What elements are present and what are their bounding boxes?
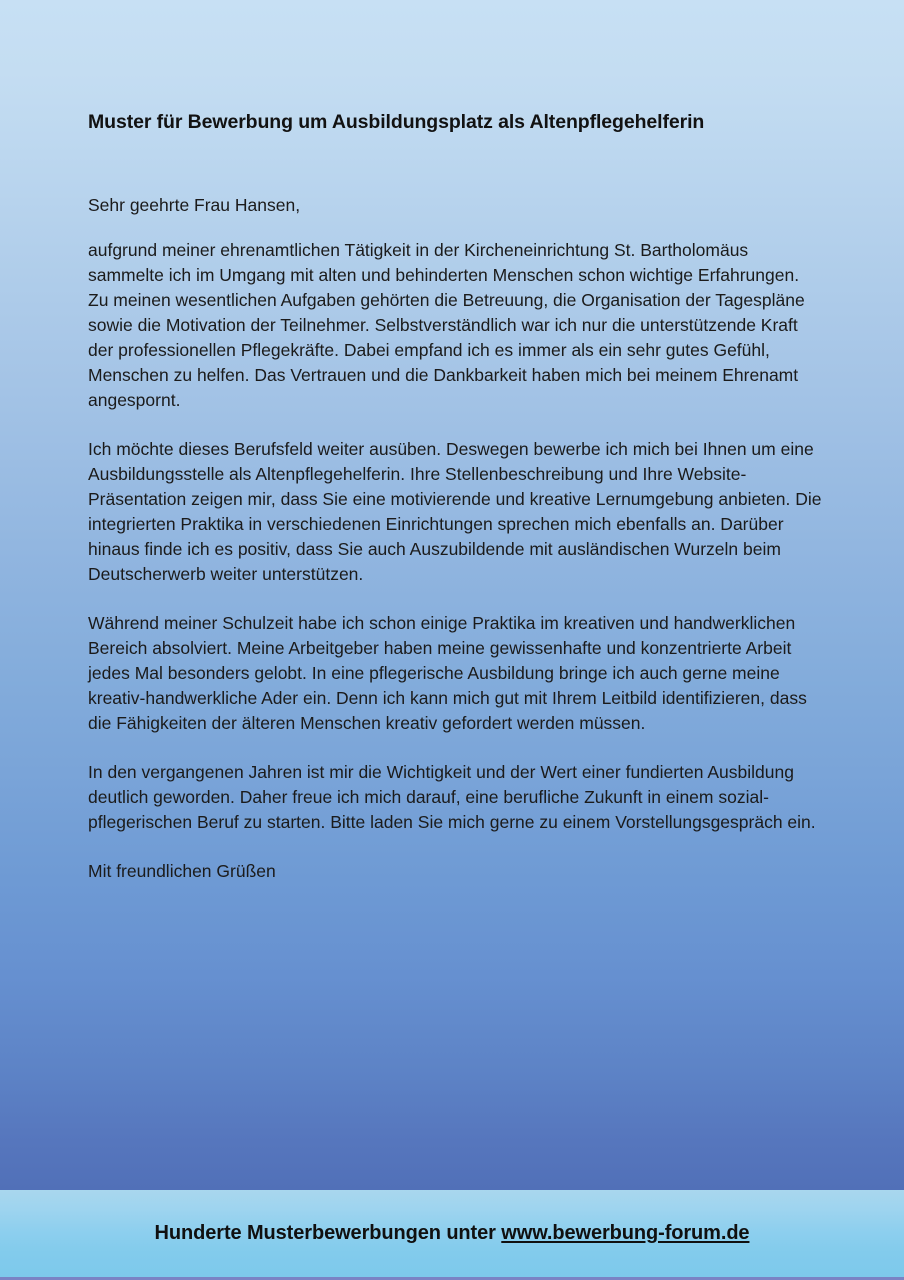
body-paragraph-3: Während meiner Schulzeit habe ich schon einige Praktika im kreativen und handwerklichen Bereich absolviert. Meine Arbeitgeber haben meine gewissenhafte und konzentrierte Arbeit jedes Mal besonders gelobt. In eine pflegerische Ausbildung bringe ich auch gerne meine kreativ-handwerkliche Ader ein. Denn ich kann mich gut mit Ihrem Leitbild identifizieren, dass die Fähigkeiten der älteren Menschen kreativ gefordert werden müssen. <box>88 613 807 733</box>
closing-salutation: Mit freundlichen Grüßen <box>88 861 276 881</box>
body-paragraph-1: aufgrund meiner ehrenamtlichen Tätigkeit in der Kircheneinrichtung St. Bartholomäus sammelte ich im Umgang mit alten und behinderten Menschen schon wichtige Erfahrungen. Zu meinen wesentlichen Aufgaben gehörten die Betreuung, die Organisation der Tagespläne sowie die Motivation der Teilnehmer. Selbstverständlich war ich nur die unterstützende Kraft der professionellen Pflegekräfte. Dabei empfand ich es immer als ein sehr gutes Gefühl, Menschen zu helfen. Das Vertrauen und die Dankbarkeit haben mich bei meinem Ehrenamt angespornt. <box>88 240 805 410</box>
document-content <box>88 0 824 884</box>
body-paragraph-4: In den vergangenen Jahren ist mir die Wichtigkeit und der Wert einer fundierten Ausbildung deutlich geworden. Daher freue ich mich darauf, eine berufliche Zukunft in einem sozial-pflegerischen Beruf zu starten. Bitte laden Sie mich gerne zu einem Vorstellungsgespräch ein. <box>88 762 816 832</box>
footer-label: Hunderte Musterbewerbungen unter <box>154 1222 502 1244</box>
footer-url-link[interactable]: www.bewerbung-forum.de <box>501 1222 750 1244</box>
footer-banner <box>0 1190 904 1280</box>
footer-text <box>155 1222 750 1245</box>
page-title: Muster für Bewerbung um Ausbildungsplatz als Altenpflegehelferin <box>88 111 705 133</box>
salutation: Sehr geehrte Frau Hansen, <box>88 195 301 215</box>
body-paragraph-2: Ich möchte dieses Berufsfeld weiter ausüben. Deswegen bewerbe ich mich bei Ihnen um eine Ausbildungsstelle als Altenpflegehelferin. Ihre Stellenbeschreibung und Ihre Website-Präsentation zeigen mir, dass Sie eine motivierende und kreative Lernumgebung anbieten. Die integrierten Praktika in verschiedenen Einrichtungen sprechen mich ebenfalls an. Darüber hinaus finde ich es positiv, dass Sie auch Auszubildende mit ausländischen Wurzeln beim Deutscherwerb weiter unterstützen. <box>88 439 822 584</box>
